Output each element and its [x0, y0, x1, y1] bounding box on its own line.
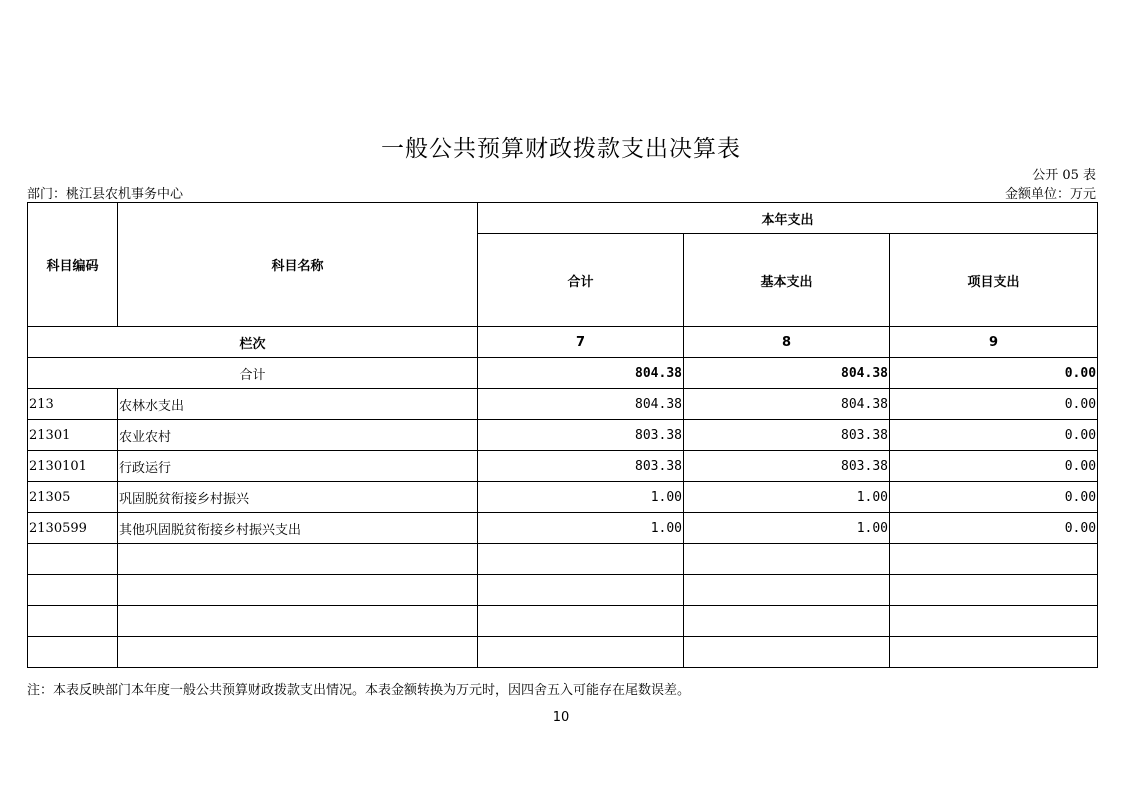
table-row [28, 389, 1098, 420]
row-code: 21301 [28, 420, 118, 451]
column-index-basic: 8 [684, 327, 890, 358]
row-name: 巩固脱贫衔接乡村振兴 [118, 482, 478, 513]
row-name: 行政运行 [118, 451, 478, 482]
column-index-total: 7 [478, 327, 684, 358]
empty-row [28, 606, 1098, 637]
row-basic: 804.38 [684, 389, 890, 420]
row-name: 农林水支出 [118, 389, 478, 420]
header-basic: 基本支出 [684, 234, 890, 327]
expenditure-table [27, 202, 1098, 668]
row-basic: 803.38 [684, 420, 890, 451]
row-code: 21305 [28, 482, 118, 513]
row-project: 0.00 [890, 420, 1098, 451]
empty-row [28, 575, 1098, 606]
row-code: 213 [28, 389, 118, 420]
row-total: 1.00 [478, 513, 684, 544]
row-project: 0.00 [890, 513, 1098, 544]
row-total: 803.38 [478, 420, 684, 451]
table-row [28, 451, 1098, 482]
row-total: 1.00 [478, 482, 684, 513]
total-row-basic: 804.38 [684, 358, 890, 389]
page-number: 10 [552, 710, 570, 725]
row-code: 2130599 [28, 513, 118, 544]
row-total: 803.38 [478, 451, 684, 482]
header-name: 科目名称 [118, 203, 478, 327]
row-name: 农业农村 [118, 420, 478, 451]
total-row-label: 合计 [28, 358, 478, 389]
table-number: 公开 05 表 [1032, 168, 1096, 183]
department-label: 部门：桃江县农机事务中心 [27, 187, 184, 202]
row-basic: 1.00 [684, 482, 890, 513]
page-title: 一般公共预算财政拨款支出决算表 [381, 136, 741, 162]
total-row-project: 0.00 [890, 358, 1098, 389]
row-name: 其他巩固脱贫衔接乡村振兴支出 [118, 513, 478, 544]
row-project: 0.00 [890, 482, 1098, 513]
column-index-label: 栏次 [28, 327, 478, 358]
header-project: 项目支出 [890, 234, 1098, 327]
row-project: 0.00 [890, 451, 1098, 482]
empty-row [28, 637, 1098, 668]
header-code: 科目编码 [28, 203, 118, 327]
row-project: 0.00 [890, 389, 1098, 420]
table-row [28, 482, 1098, 513]
empty-row [28, 544, 1098, 575]
row-basic: 803.38 [684, 451, 890, 482]
total-row-total: 804.38 [478, 358, 684, 389]
table-row [28, 420, 1098, 451]
unit-label: 金额单位：万元 [1004, 187, 1096, 202]
row-basic: 1.00 [684, 513, 890, 544]
column-index-project: 9 [890, 327, 1098, 358]
row-code: 2130101 [28, 451, 118, 482]
table-row [28, 513, 1098, 544]
header-total: 合计 [478, 234, 684, 327]
header-current-year: 本年支出 [478, 203, 1098, 234]
row-total: 804.38 [478, 389, 684, 420]
total-row [28, 358, 1098, 389]
footnote: 注：本表反映部门本年度一般公共预算财政拨款支出情况。本表金额转换为万元时，因四舍五入可能存在尾数误差。 [27, 683, 691, 698]
